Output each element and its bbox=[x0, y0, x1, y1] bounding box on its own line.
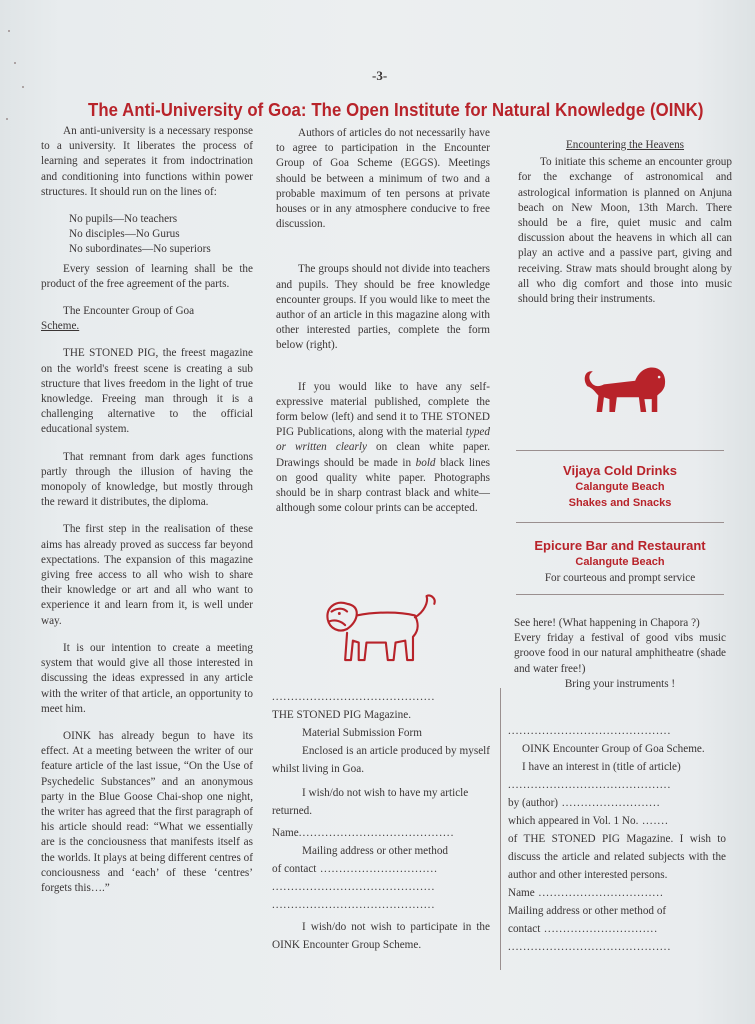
section-heading: Encountering the Heavens bbox=[565, 139, 685, 151]
form-title: THE STONED PIG Magazine. bbox=[272, 709, 411, 721]
paragraph: THE STONED PIG, the freest magazine on the world's freest scene is creating a sub structure that lives freedom in the light of true knowledge. Freeing man through it is a challenging alternative to the official educational system. bbox=[41, 347, 253, 436]
form-field-contact[interactable]: of contact ............................... bbox=[272, 863, 438, 875]
ad-title: Vijaya Cold Drinks bbox=[563, 463, 677, 478]
divider bbox=[516, 594, 724, 595]
paragraph: An anti-university is a necessary response to a university. It liberates the process of learning and seperates it from indoctrination and conditioning into functions within power structures. It should run on the lines of: bbox=[41, 125, 253, 198]
divider bbox=[516, 450, 724, 451]
page-number: -3- bbox=[372, 68, 388, 83]
headline: The Anti-University of Goa: The Open Institute for Natural Knowledge (OINK) bbox=[88, 100, 704, 120]
ad-title: Epicure Bar and Restaurant bbox=[534, 538, 706, 553]
section-label-underlined: Scheme. bbox=[41, 320, 80, 333]
ad-tagline: For courteous and prompt service bbox=[544, 572, 696, 584]
form-label: I have an interest in (title of article) bbox=[522, 761, 681, 773]
form-label: Mailing address or other method bbox=[302, 845, 449, 857]
form-field-name[interactable]: Name ................................. bbox=[508, 887, 664, 899]
article-column-1 bbox=[41, 124, 253, 908]
paragraph: If you would like to have any self-expressive material published, complete the form below (left) and send it to THE STONED PIG Publications, along with the material typed or written clearly on clean white paper. Drawings should be made in bold black lines on good quality white paper. Photographs should be in sharp contrast black and white—although some colour prints can be accepted. bbox=[276, 380, 491, 515]
lion-icon bbox=[318, 590, 444, 668]
form-label: Mailing address or other method of bbox=[508, 905, 667, 917]
list-item: No disciples—No Gurus bbox=[69, 228, 180, 241]
emphasis: bold bbox=[415, 456, 436, 469]
ad-offer: Shakes and Snacks bbox=[568, 497, 672, 509]
form-subtitle: Material Submission Form bbox=[302, 727, 422, 739]
paragraph: That remnant from dark ages functions partly through the illusion of having the monopoly of knowledge, but mostly through the reward it distributes, the diploma. bbox=[41, 450, 253, 509]
ad-place: Calangute Beach bbox=[575, 481, 665, 493]
paragraph: To initiate this scheme an encounter group for the exchange of astronomical and astrological information is planned on Anjuna beach on New Moon, 13th March. There should be a fire, quiet music and calm discussion about the heavens in which all can play an active and a passive part, giving and receiving. Straw mats should brought along by all who dig comfort and those into music should bring their instruments. bbox=[518, 156, 732, 306]
dotted-line[interactable]: ........................................... bbox=[272, 881, 436, 893]
article-column-2 bbox=[276, 126, 490, 528]
paragraph: It is our intention to create a meeting system that would give all those interested in discussing the ideas expressed in any article with the writer of that article, an opportunity to meet him. bbox=[41, 641, 253, 715]
section-label: The Encounter Group of Goa Scheme. bbox=[41, 305, 195, 333]
form-title: OINK Encounter Group of Goa Scheme. bbox=[522, 743, 705, 755]
form-divider bbox=[500, 688, 501, 970]
dotted-line: ........................................... bbox=[272, 691, 436, 703]
ad-chapora bbox=[514, 616, 726, 692]
dotted-line[interactable]: ........................................... bbox=[508, 941, 672, 953]
ad-place: Calangute Beach bbox=[575, 556, 665, 568]
form-field-enclosed[interactable]: Enclosed is an article produced by myself whilst living in Goa. bbox=[272, 745, 490, 775]
form-field-return[interactable]: I wish/do not wish to have my article returned. bbox=[272, 787, 469, 817]
article-column-3 bbox=[518, 138, 732, 319]
ad-vijaya bbox=[516, 462, 724, 511]
form-field-name[interactable]: Name......................................... bbox=[272, 827, 455, 839]
ad-epicure bbox=[516, 537, 724, 586]
paragraph: Every session of learning shall be the product of the free agreement of the parts. bbox=[41, 262, 253, 290]
ad-line: See here! (What happening in Chapora ?) bbox=[514, 617, 700, 629]
submission-form bbox=[272, 688, 490, 954]
divider bbox=[516, 522, 724, 523]
encounter-form bbox=[508, 722, 726, 956]
form-field-contact[interactable]: contact .............................. bbox=[508, 923, 659, 935]
ad-line: Every friday a festival of good vibs music groove food in our natural amphitheatre (shade and water free!) bbox=[514, 632, 726, 675]
dotted-line[interactable]: ........................................... bbox=[272, 899, 436, 911]
paragraph: The first step in the realisation of these aims has already proved as success far beyond expectations. The expansion of this magazine giving free access to all who wish to share their knowledge or art and all who want to experience it and learn from it, is well under way. bbox=[41, 523, 253, 627]
dotted-line[interactable]: ........................................... bbox=[508, 779, 672, 791]
list-item: No pupils—No teachers bbox=[69, 213, 178, 226]
dotted-line: ........................................... bbox=[508, 725, 672, 737]
paragraph: OINK has already begun to have its effect. At a meeting between the writer of our feature article of the last issue, “On the Use of Psychedelic Substances” and an anonymous party in the Blue Goose Chai-shop one night, the writer has agreed that the first paragraph of his article should read: “What we essentially are is the conciousness that manifests itself as the worlds. It plays at being different centres of conciousness and ‘each’ of these ‘centres’ forgets this….” bbox=[41, 729, 253, 894]
lion-icon bbox=[580, 358, 672, 420]
list-item: No subordinates—No superiors bbox=[69, 243, 211, 256]
ad-line: Bring your instruments ! bbox=[564, 677, 676, 690]
paragraph: Authors of articles do not necessarily have to agree to participation in the Encounter Group of Goa Scheme (EGGS). Meetings should be between a minimum of two and a probable maximum of ten persons at private houses or in any atmosphere conducive to free discussion. bbox=[276, 127, 490, 231]
form-field-author[interactable]: by (author) .......................... bbox=[508, 797, 661, 809]
form-text: of THE STONED PIG Magazine. I wish to discuss the article and related subjects with the author and other interested persons. bbox=[508, 833, 726, 881]
principles-list bbox=[41, 212, 253, 258]
paragraph: The groups should not divide into teachers and pupils. They should be free knowledge encounter groups. If you would like to meet the author of an article in this magazine along with other interested parties, complete the form below (right). bbox=[276, 263, 490, 352]
emphasis: typed or written clearly bbox=[276, 426, 490, 454]
form-field-issue[interactable]: which appeared in Vol. 1 No. ....... bbox=[508, 815, 669, 827]
form-field-participate[interactable]: I wish/do not wish to participate in the OINK Encounter Group Scheme. bbox=[272, 921, 490, 951]
